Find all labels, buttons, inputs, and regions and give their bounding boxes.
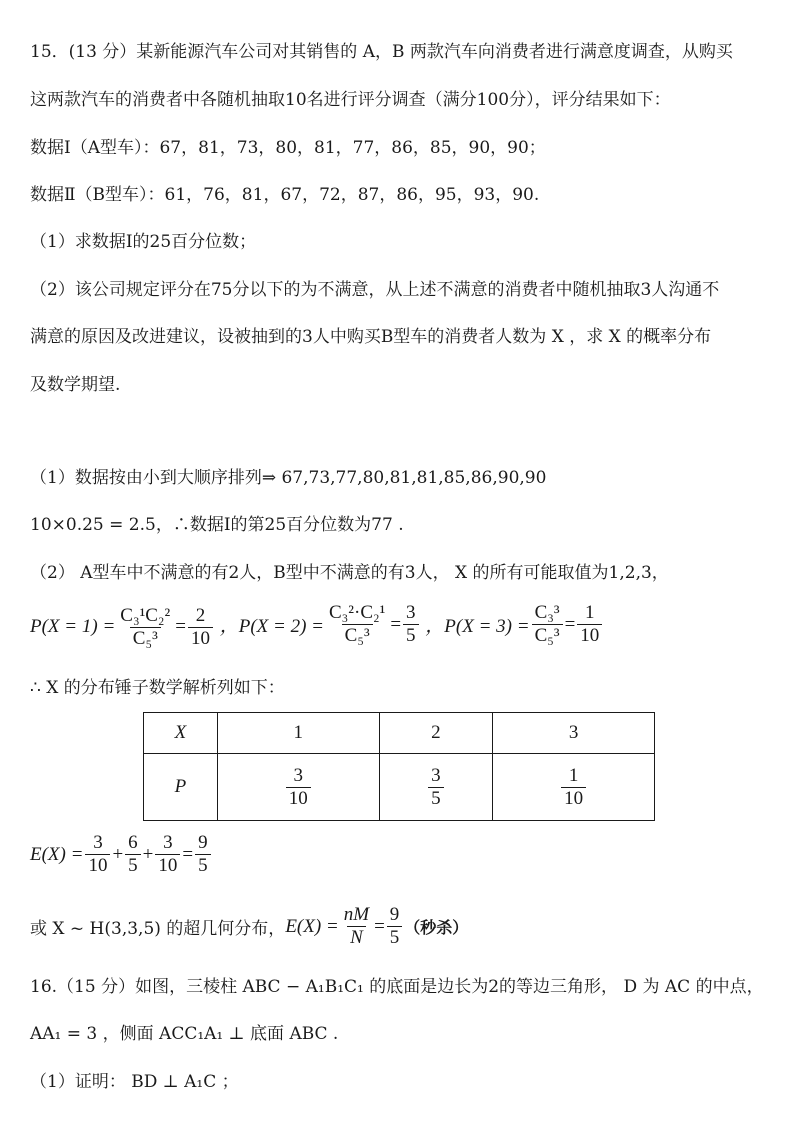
- p3-result: $\frac{1}{10}$: [577, 602, 602, 647]
- probability-formulas: P(X = 1) = $\frac{\text{C₃¹C₂²}}{\text{C₅³}}$ = $\frac{2}{10}$ ，P(X = 2) = $\frac{\text{C₃²·C₂¹}}{\text{C₅³}}$ = $\frac{3}{5}$ ，P(X = 3) = $\frac{\text{C₃³}}{\text{C₅³}}$ = $\frac{1}{10}$: [30, 602, 604, 650]
- solution-step-2-line-1: （2） A型车中不满意的有2人，B型中不满意的有3人， X 的所有可能取值为1,2,3，: [30, 563, 669, 583]
- table-header-cell: 2: [379, 713, 493, 754]
- table-header-cell: 1: [217, 713, 379, 754]
- table-header-cell: X: [144, 713, 218, 754]
- p1-lhs: P(X = 1) =: [30, 616, 116, 637]
- table-cell: $\frac{3}{10}$: [217, 754, 379, 821]
- q15-part-2-line-2: 满意的原因及改进建议，设被抽到的3人中购买B型车的消费者人数为 X ，求 X 的概率分布: [30, 327, 712, 347]
- q15-part-2-line-3: 及数学期望.: [30, 375, 121, 395]
- q16-line-1: 16.（15 分）如图，三棱柱 ABC − A₁B₁C₁ 的底面是边长为2的等边三角形， D 为 AC 的中点，: [30, 977, 764, 997]
- q15-line-1: 15．(13 分）某新能源汽车公司对其销售的 A，B 两款汽车向消费者进行满意度调查，从购买: [30, 42, 733, 62]
- q15-data-1: 数据Ⅰ（A型车）：67，81，73，80，81，77，86，85，90，90；: [30, 138, 546, 158]
- q15-part-2-line-1: （2）该公司规定评分在75分以下的为不满意，从上述不满意的消费者中随机抽取3人沟通不: [30, 280, 720, 300]
- p1-fraction: $\frac{\text{C₃¹C₂²}}{\text{C₅³}}$: [120, 604, 171, 649]
- q15-line-2: 这两款汽车的消费者中各随机抽取10名进行评分调查（满分100分），评分结果如下：: [30, 90, 671, 110]
- table-row-label: P: [144, 754, 218, 821]
- q15-data-2: 数据Ⅱ（B型车）：61，76，81，67，72，87，86，95，93，90.: [30, 185, 540, 205]
- p2-result: $\frac{3}{5}$: [403, 602, 419, 647]
- q16-line-2: AA₁ = 3 ，侧面 ACC₁A₁ ⊥ 底面 ABC .: [30, 1024, 339, 1044]
- distribution-table: [143, 712, 655, 821]
- hypergeometric-line: 或 X ~ H(3,3,5) 的超几何分布， E(X) = $\frac{nM}{N}$ = $\frac{9}{5}$ （秒杀）: [30, 904, 469, 948]
- table-header-cell: 3: [493, 713, 655, 754]
- table-cell: $\frac{1}{10}$: [493, 754, 655, 821]
- distribution-intro: ∴ X 的分布锤子数学解析列如下：: [30, 678, 285, 698]
- table-cell: $\frac{3}{5}$: [379, 754, 493, 821]
- table-row: [144, 754, 655, 821]
- q16-part-1: （1）证明： BD ⊥ A₁C ；: [30, 1072, 239, 1092]
- solution-step-1-line-2: 10×0.25 = 2.5，∴数据Ⅰ的第25百分位数为77 .: [30, 515, 404, 535]
- p3-fraction: $\frac{\text{C₃³}}{\text{C₅³}}$: [532, 602, 563, 647]
- q15-part-1: （1）求数据Ⅰ的25百分位数；: [30, 232, 257, 252]
- p1-result: $\frac{2}{10}$: [188, 605, 213, 650]
- p3-lhs: ，P(X = 3) =: [425, 616, 530, 637]
- p2-lhs: ，P(X = 2) =: [219, 616, 324, 637]
- table-header-row: [144, 713, 655, 754]
- p2-fraction: $\frac{\text{C₃²·C₂¹}}{\text{C₅³}}$: [329, 602, 386, 646]
- expectation-formula: E(X) = $\frac{3}{10}$ + $\frac{6}{5}$ + $\frac{3}{10}$ = $\frac{9}{5}$: [30, 832, 213, 877]
- solution-step-1-line-1: （1）数据按由小到大顺序排列⇒ 67,73,77,80,81,81,85,86,90,90: [30, 468, 547, 488]
- quick-solve-tag: （秒杀）: [404, 918, 469, 937]
